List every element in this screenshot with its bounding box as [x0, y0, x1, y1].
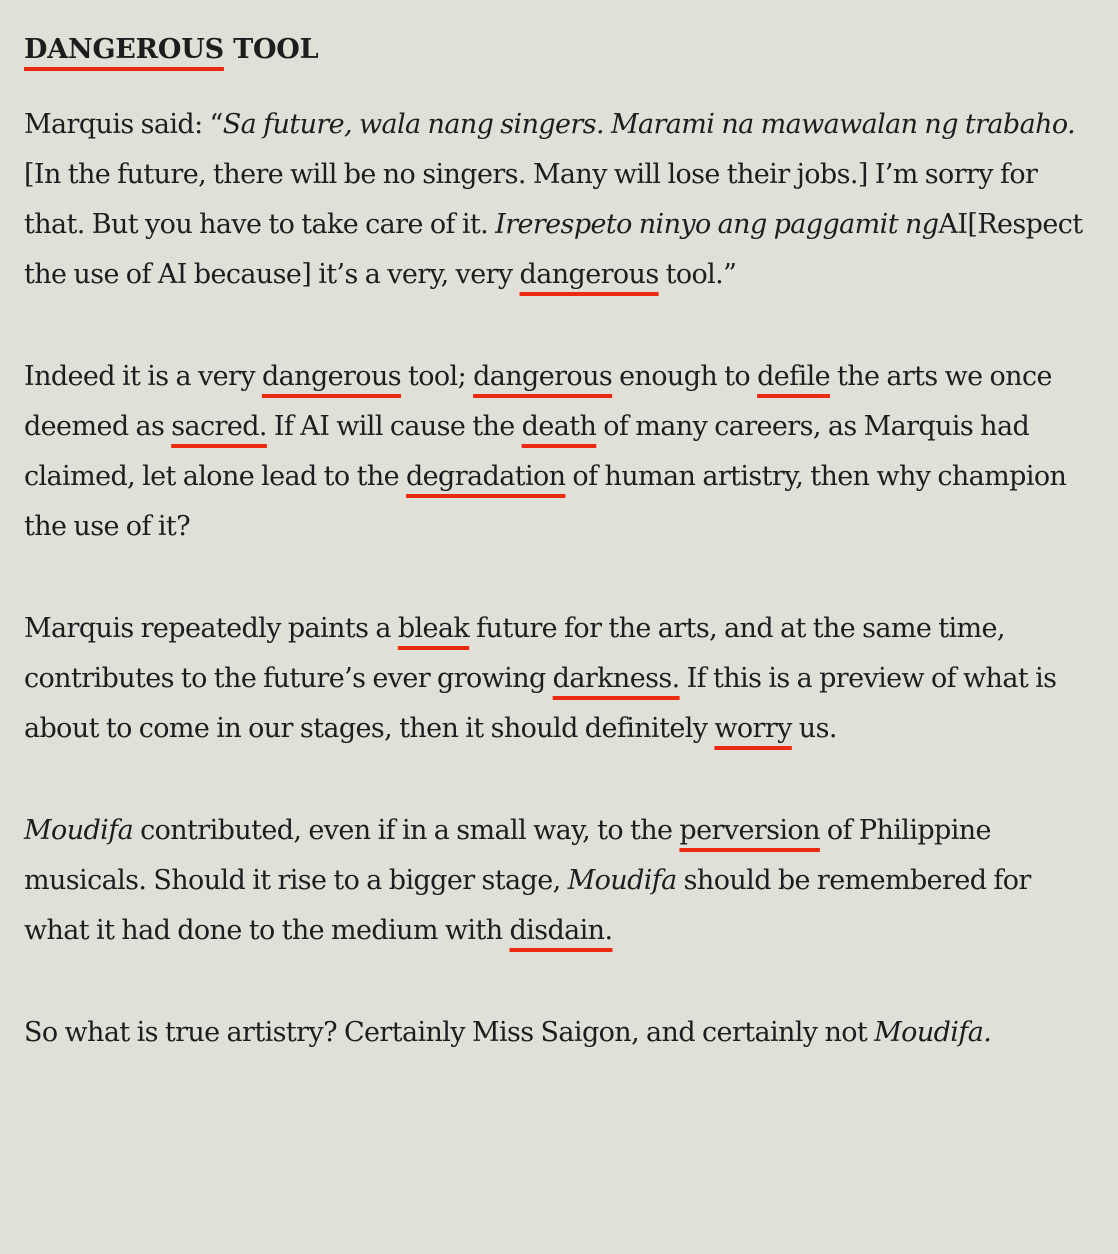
paragraph-moudifa	[24, 806, 1094, 956]
p2-text-5: If AI will cause the	[266, 411, 522, 442]
p3-text-2: future for the arts, and at the same time, contributes to the future’s ever growing	[24, 613, 1005, 694]
p2-highlight-defile: defile	[757, 361, 830, 392]
p2-text-3: enough to	[612, 361, 758, 392]
p2-highlight-sacred: sacred.	[171, 411, 267, 442]
p2-text-1: Indeed it is a very	[24, 361, 262, 392]
p3-text-3: If this is a preview of what is about to come in our stages, then it should definitely	[24, 663, 1057, 744]
paragraph-bleak-future	[24, 604, 1094, 754]
p4-title-moudifa-1: Moudifa	[24, 815, 134, 846]
p2-text-2: tool;	[401, 361, 474, 392]
p3-highlight-worry: worry	[714, 713, 792, 744]
p4-text-2: of Philippine musicals. Should it rise to a bigger stage,	[24, 815, 991, 896]
heading-highlight-word: DANGEROUS	[24, 34, 224, 65]
p3-text-4: us.	[791, 713, 837, 744]
p2-highlight-death: death	[521, 411, 597, 442]
heading-rest: TOOL	[223, 34, 319, 65]
p1-text-3: AI[Respect the use of AI because] it’s a very, very	[24, 209, 1083, 290]
p2-text-7: of human artistry, then why champion the use of it?	[24, 461, 1067, 542]
p1-text-1: Marquis said: “	[24, 109, 223, 140]
paragraph-conclusion	[24, 1008, 1094, 1058]
section-heading	[24, 30, 1094, 70]
p3-highlight-bleak: bleak	[397, 613, 470, 644]
p4-text-3: should be remembered for what it had done to the medium with	[24, 865, 1031, 946]
p2-text-6: of many careers, as Marquis had claimed, let alone lead to the	[24, 411, 1030, 492]
p4-highlight-perversion: perversion	[679, 815, 820, 846]
p1-text-2: [In the future, there will be no singers. Many will lose their jobs.] I’m sorry for that. But you have to take care of it.	[24, 159, 1038, 240]
p3-highlight-darkness: darkness.	[552, 663, 680, 694]
p4-text-1: contributed, even if in a small way, to the	[133, 815, 680, 846]
p4-title-moudifa-2: Moudifa	[567, 865, 677, 896]
p2-highlight-dangerous-1: dangerous	[261, 361, 402, 392]
p2-text-4: the arts we once deemed as	[24, 361, 1052, 442]
p3-text-1: Marquis repeatedly paints a	[24, 613, 398, 644]
p1-tagalog-quote-2: Irerespeto ninyo ang paggamit ng	[495, 209, 939, 240]
p5-title-moudifa: Moudifa.	[874, 1017, 992, 1048]
p1-highlight-dangerous: dangerous	[519, 259, 659, 290]
p4-highlight-disdain: disdain.	[509, 915, 613, 946]
p2-highlight-degradation: degradation	[405, 461, 566, 492]
p1-tagalog-quote: Sa future, wala nang singers. Marami na mawawalan ng trabaho.	[222, 109, 1076, 140]
paragraph-dangerous-tool	[24, 352, 1094, 552]
p2-highlight-dangerous-2: dangerous	[473, 361, 613, 392]
paragraph-quote	[24, 100, 1094, 300]
p1-text-4: tool.”	[658, 259, 737, 290]
p5-text-1: So what is true artistry? Certainly Miss Saigon, and certainly not	[24, 1017, 875, 1048]
